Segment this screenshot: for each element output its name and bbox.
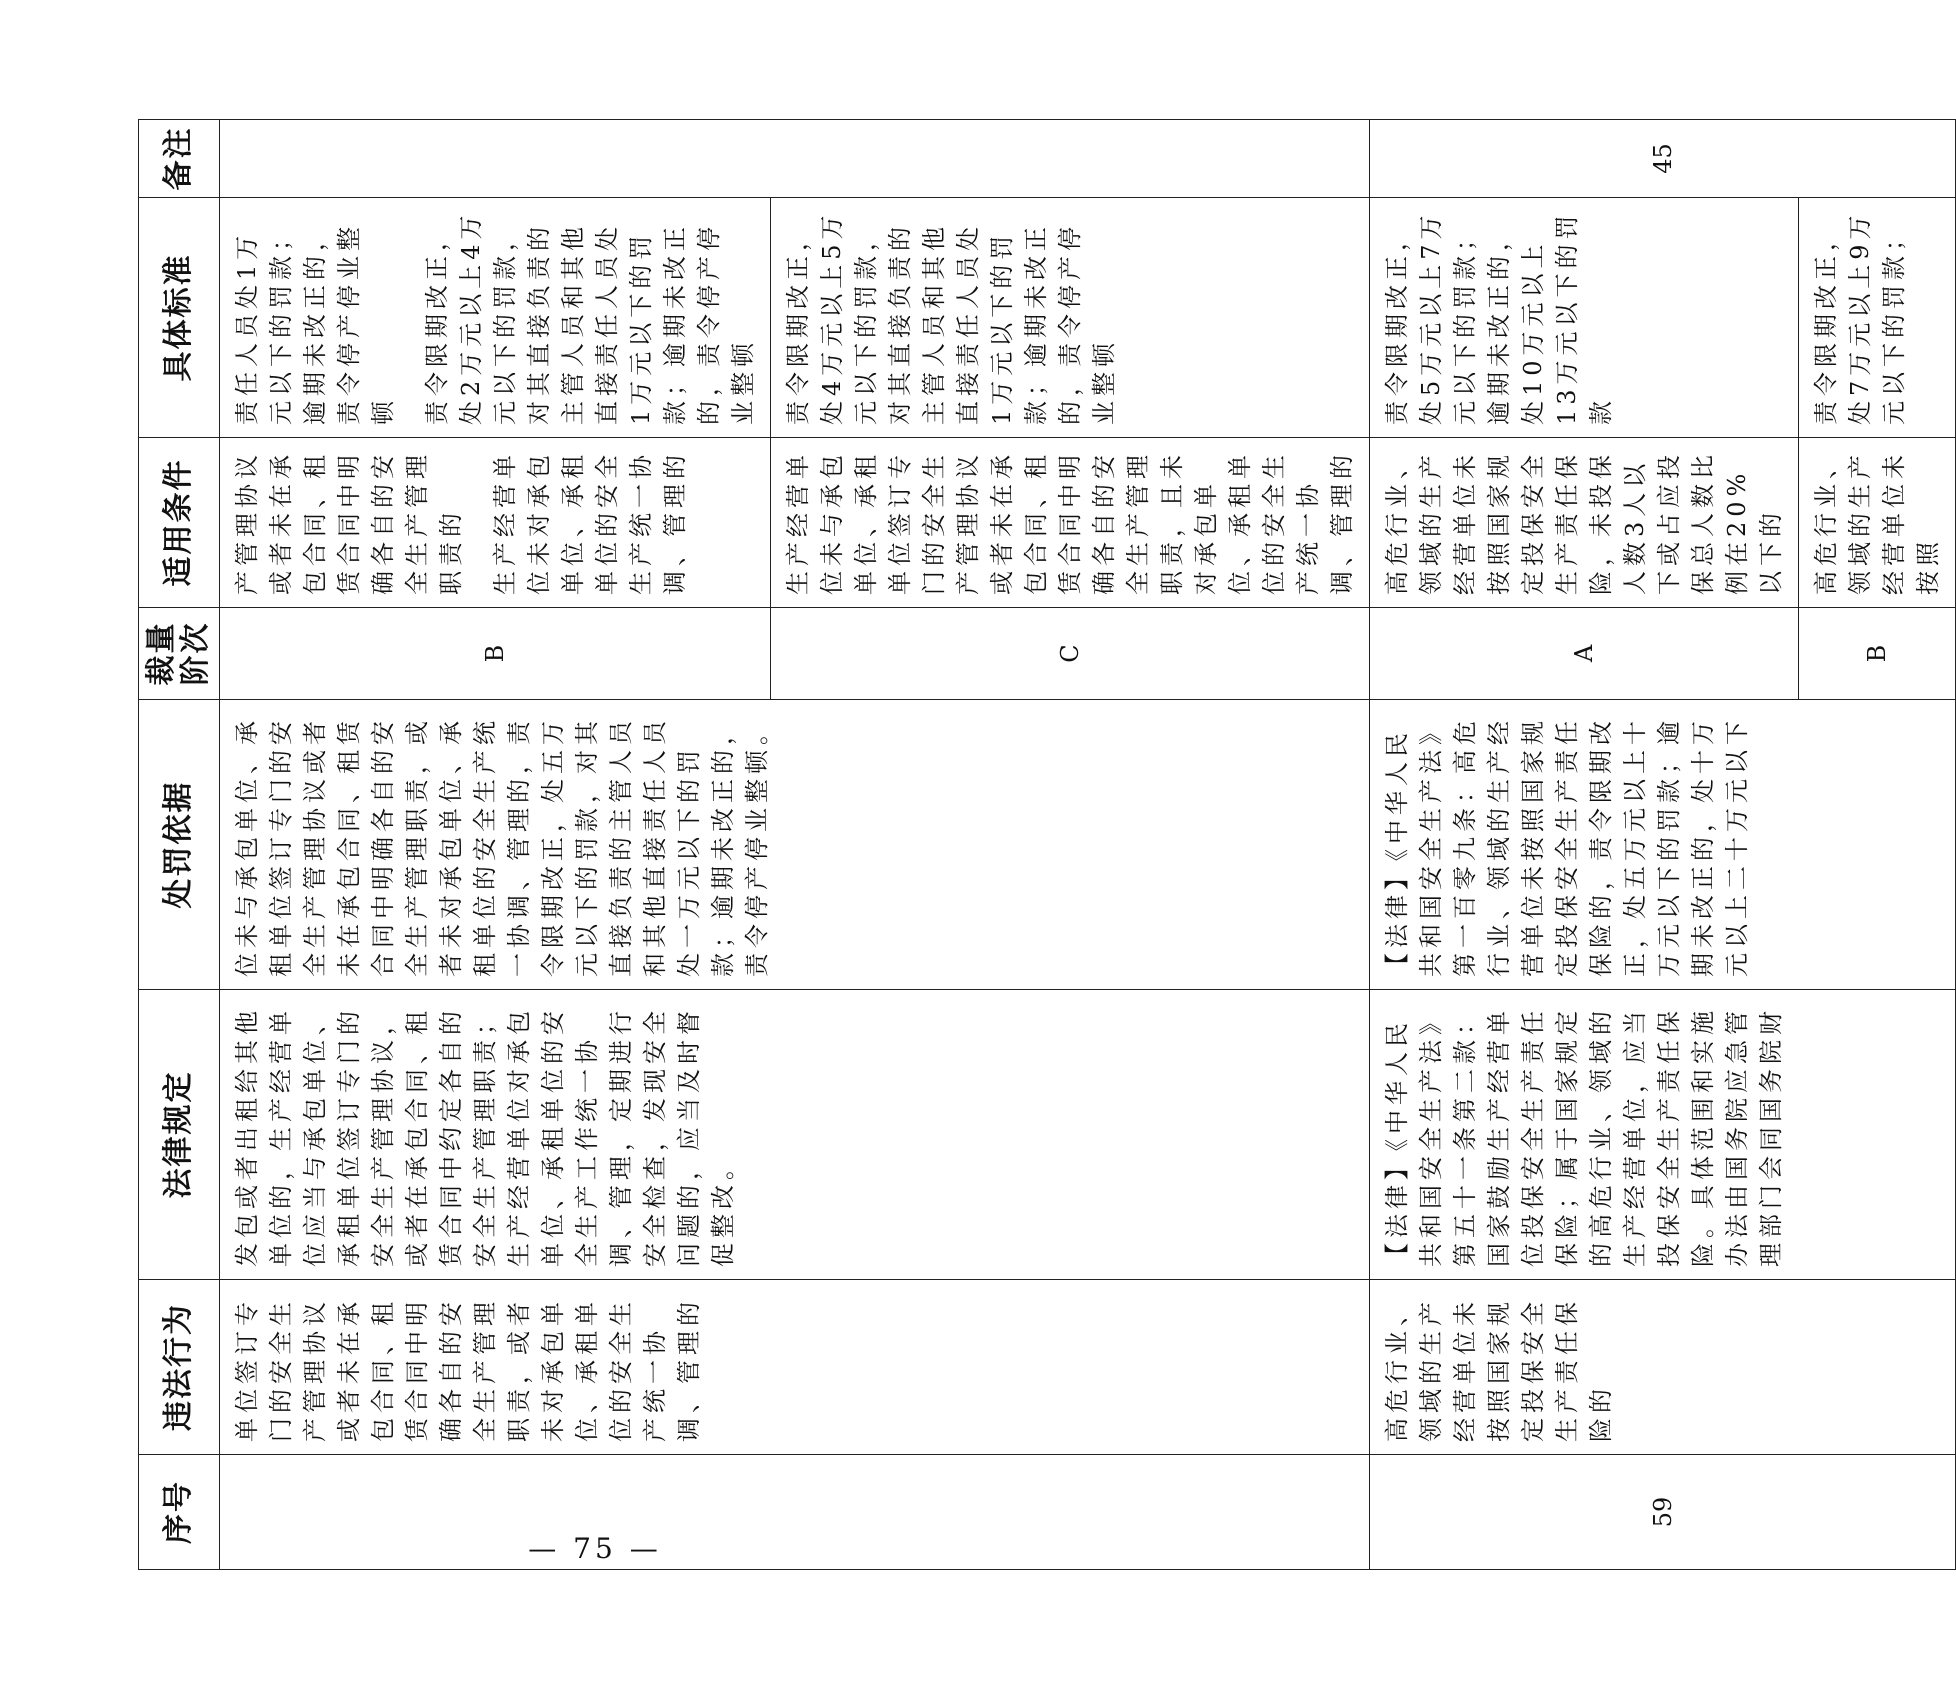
header-seq: 序号 (139, 1455, 220, 1570)
seq-cell: 59 (1370, 1455, 1956, 1570)
condition-cell: 高危行业、领域的生产经营单位未按照 (1799, 438, 1956, 608)
condition-cell: 高危行业、领域的生产经营单位未按照国家规定投保安全生产责任保险，未投保人数3人以下或占应投保总人数比例在20%以下的 (1370, 438, 1799, 608)
penalty-table (138, 119, 1956, 1570)
law-cell: 发包或者出租给其他单位的，生产经营单位应当与承包单位、承租单位签订专门的安全生产管理协议，或者在承包合同、租赁合同中约定各自的安全生产管理职责；生产经营单位对承包单位、承租单位的安全生产工作统一协调、管理，定期进行安全检查，发现安全问题的，应当及时督促整改。 (220, 990, 1370, 1280)
penalty-basis-cell: 【法律】《中华人民共和国安全生产法》第一百零九条：高危行业、领域的生产经营单位未按照国家规定投保安全生产责任保险的，责令限期改正，处五万元以上十万元以下的罚款；逾期未改正的，处十万元以上二十万元以下 (1370, 700, 1956, 990)
remark-cell: 45 (1370, 120, 1956, 198)
violation-cell: 高危行业、领域的生产经营单位未按照国家规定投保安全生产责任保险的 (1370, 1280, 1956, 1455)
remark-cell (220, 120, 1370, 198)
standard-cell: 责令限期改正，处4万元以上5万元以下的罚款，对其直接负责的主管人员和其他直接责任人员处1万元以下的罚款；逾期未改正的，责令停产停业整顿 (771, 198, 1370, 438)
law-cell: 【法律】《中华人民共和国安全生产法》第五十一条第二款：国家鼓励生产经营单位投保安全生产责任保险；属于国家规定的高危行业、领域的生产经营单位，应当投保安全生产责任保险。具体范围和实施办法由国务院应急管理部门会同国务院财 (1370, 990, 1956, 1280)
condition-text-top: 产管理协议或者未在承包合同、租赁合同中明确各自的安全生产管理职责的 (233, 450, 465, 595)
standard-cell: 责令限期改正，处5万元以上7万元以下的罚款；逾期未改正的，处10万元以上13万元以下的罚款 (1370, 198, 1799, 438)
standard-cell (220, 198, 771, 438)
standard-cell: 责令限期改正，处7万元以上9万元以下的罚款； (1799, 198, 1956, 438)
header-level: 裁量阶次 (139, 608, 220, 700)
level-cell: A (1370, 608, 1799, 700)
standard-text-b: 责令限期改正，处2万元以上4万元以下的罚款，对其直接负责的主管人员和其他直接责任人员处1万元以下的罚款；逾期未改正的，责令停产停业整顿 (423, 210, 757, 425)
condition-cell (220, 438, 771, 608)
header-violation: 违法行为 (139, 1280, 220, 1455)
header-remark: 备注 (139, 120, 220, 198)
header-condition: 适用条件 (139, 438, 220, 608)
level-cell: C (771, 608, 1370, 700)
header-penalty-basis: 处罚依据 (139, 700, 220, 990)
level-cell: B (1799, 608, 1956, 700)
penalty-table-rotated (138, 120, 1942, 1570)
page-number: — 75 — (528, 1532, 662, 1565)
table-row (1370, 120, 1799, 1570)
standard-text-top: 责任人员处1万元以下的罚款；逾期未改正的，责令停产停业整顿 (233, 222, 397, 425)
header-standard: 具体标准 (139, 198, 220, 438)
violation-cell: 单位签订专门的安全生产管理协议或者未在承包合同、租赁合同中明确各自的安全生产管理职责，或者未对承包单位、承租单位的安全生产统一协调、管理的 (220, 1280, 1370, 1455)
level-cell: B (220, 608, 771, 700)
table-row (220, 120, 771, 1570)
condition-text-b: 生产经营单位未对承包单位、承租单位的安全生产统一协调、管理的 (491, 450, 689, 595)
penalty-basis-cell: 位未与承包单位、承租单位签订专门的安全生产管理协议或者未在承包合同、租赁合同中明确各自的安全生产管理职责，或者未对承包单位、承租单位的安全生产统一协调、管理的，责令限期改正，处五万元以下的罚款，对其直接负责的主管人员和其他直接责任人员处一万元以下的罚款；逾期未改正的，责令停产停业整顿。 (220, 700, 1370, 990)
header-row (139, 120, 220, 1570)
header-law: 法律规定 (139, 990, 220, 1280)
condition-cell: 生产经营单位未与承包单位、承租单位签订专门的安全生产管理协议或者未在承包合同、租赁合同中明确各自的安全生产管理职责，且未对承包单位、承租单位的安全生产统一协调、管理的 (771, 438, 1370, 608)
